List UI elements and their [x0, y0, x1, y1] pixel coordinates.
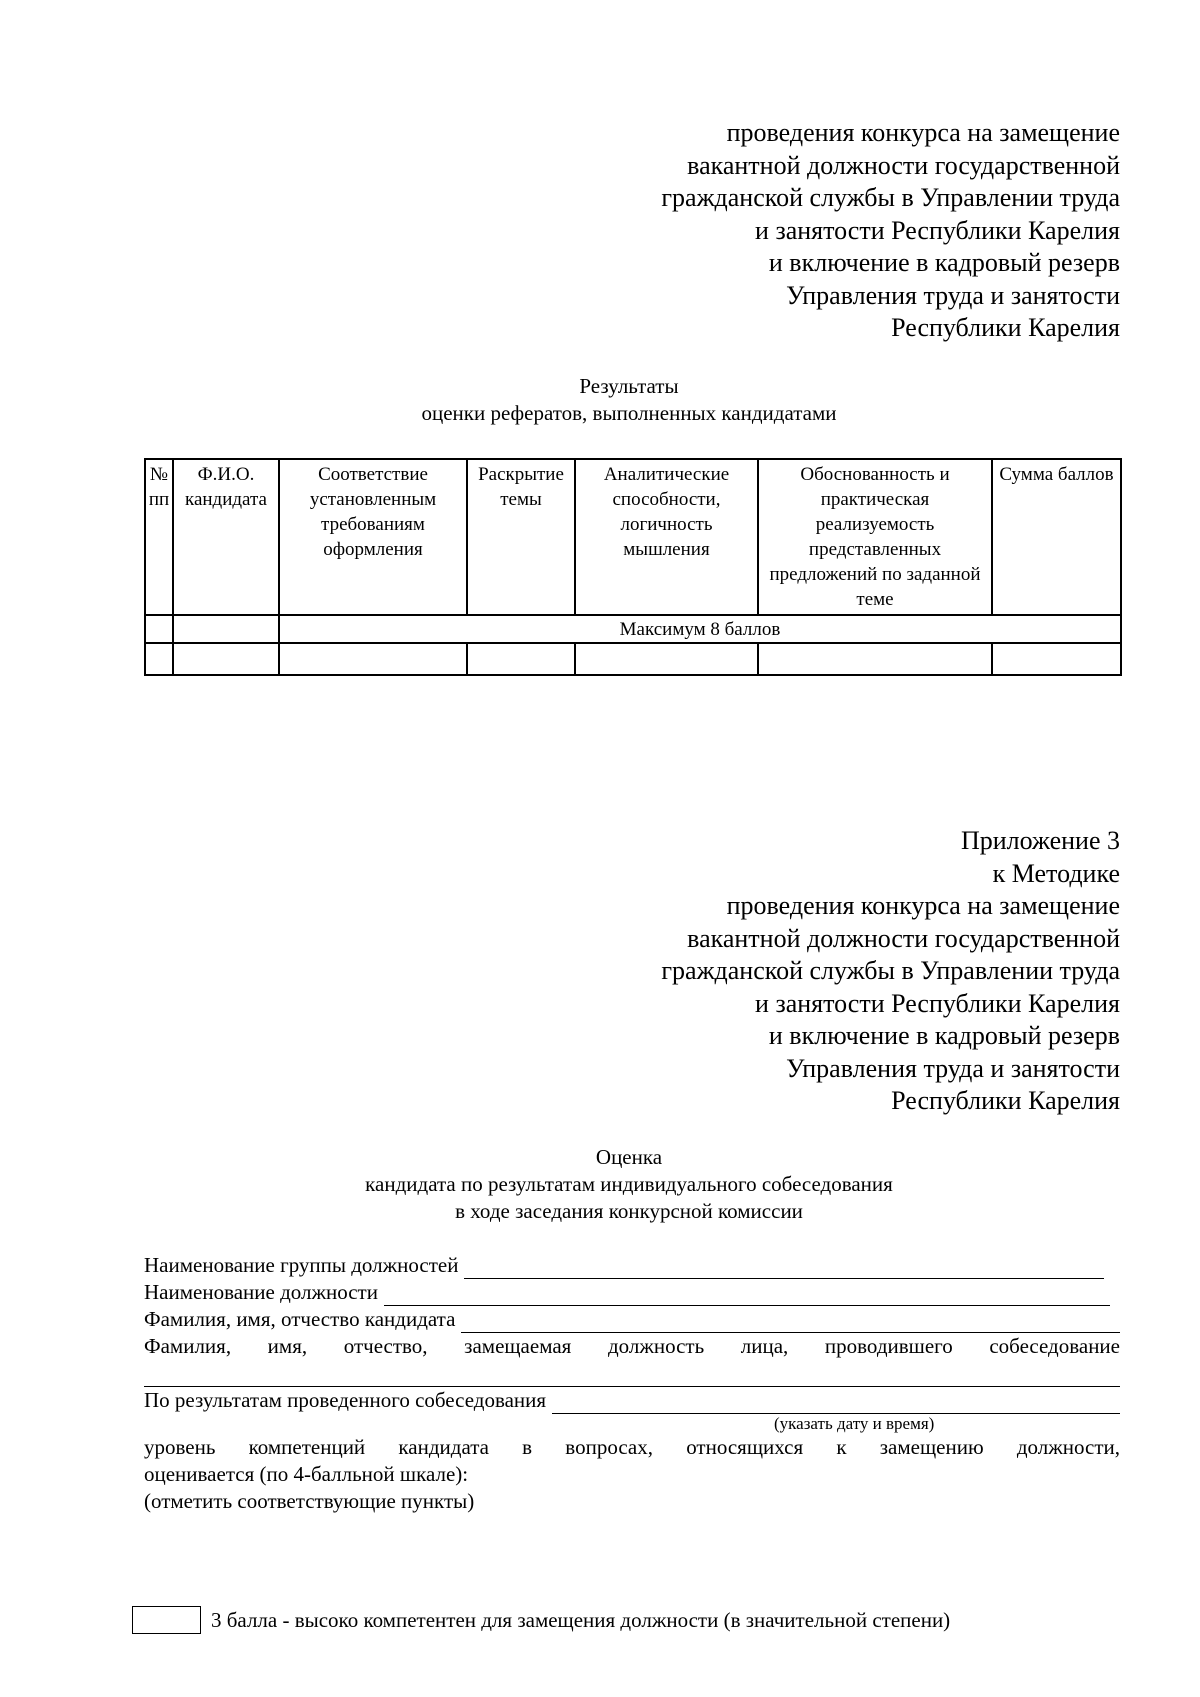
interviewer-input[interactable]: [144, 1366, 1120, 1387]
date-hint: (указать дату и время): [774, 1414, 935, 1433]
mark-text: (отметить соответствующие пункты): [144, 1489, 475, 1513]
table-cell: [145, 615, 173, 643]
scale-text: оценивается (по 4-балльной шкале):: [144, 1462, 469, 1486]
header-analytical: Аналитические способности, логичность мышления: [575, 459, 758, 615]
table-cell[interactable]: [467, 643, 575, 675]
assessment-form: [144, 1252, 1120, 1515]
candidate-input[interactable]: [461, 1312, 1120, 1333]
header-block-1: [661, 117, 1120, 345]
header-line: к Методике: [992, 858, 1120, 888]
header-line: вакантной должности государственной: [687, 150, 1120, 180]
table-cell[interactable]: [145, 643, 173, 675]
header-line: вакантной должности государственной: [687, 923, 1120, 953]
header-line: проведения конкурса на замещение: [726, 891, 1120, 920]
header-line: Республики Карелия: [891, 1086, 1120, 1115]
assessment-title-line1: Оценка: [595, 1145, 663, 1169]
assessment-title: [0, 1144, 1200, 1225]
table-cell[interactable]: [173, 643, 279, 675]
results-date-input[interactable]: [552, 1393, 1120, 1414]
header-line: Управления труда и занятости: [786, 1053, 1120, 1083]
results-title-line1: Результаты: [579, 374, 679, 398]
results-title: [0, 373, 1200, 427]
header-line: гражданской службы в Управлении труда: [661, 956, 1120, 985]
level-text: уровень компетенций кандидата в вопросах, относящихся к замещению должности,: [144, 1435, 1120, 1459]
header-feasibility: Обоснованность и практическая реализуемость представленных предложений по заданной теме: [758, 459, 992, 615]
header-number: № пп: [145, 459, 173, 615]
position-field: [144, 1279, 1110, 1306]
results-table: [144, 458, 1122, 676]
option-label: 3 балла - высоко компетентен для замещения должности (в значительной степени): [211, 1607, 951, 1632]
results-label: По результатам проведенного собеседования: [144, 1388, 547, 1412]
table-cell: [173, 615, 279, 643]
table-cell[interactable]: [758, 643, 992, 675]
interviewer-field: [144, 1360, 1120, 1387]
header-line: Управления труда и занятости: [786, 280, 1120, 310]
option-row: [132, 1606, 950, 1634]
table-cell[interactable]: [279, 643, 467, 675]
candidate-label: Фамилия, имя, отчество кандидата: [144, 1307, 456, 1331]
assessment-title-line2: кандидата по результатам индивидуального собеседования: [365, 1172, 893, 1196]
interviewer-label: Фамилия, имя, отчество, замещаемая должность лица, проводившего собеседование: [144, 1334, 1120, 1358]
results-title-line2: оценки рефератов, выполненных кандидатами: [421, 401, 837, 425]
assessment-title-line3: в ходе заседания конкурсной комиссии: [455, 1199, 803, 1223]
header-block-2: [661, 825, 1120, 1118]
group-field: [144, 1252, 1104, 1279]
table-cell[interactable]: [575, 643, 758, 675]
header-total: Сумма баллов: [992, 459, 1121, 615]
position-label: Наименование должности: [144, 1280, 378, 1304]
header-line: Республики Карелия: [891, 313, 1120, 342]
header-line: и включение в кадровый резерв: [768, 1021, 1120, 1050]
header-line: и занятости Республики Карелия: [755, 215, 1120, 245]
header-line: проведения конкурса на замещение: [726, 118, 1120, 147]
table-cell[interactable]: [992, 643, 1121, 675]
header-line: гражданской службы в Управлении труда: [661, 183, 1120, 212]
header-line: и включение в кадровый резерв: [768, 248, 1120, 277]
option-checkbox[interactable]: [132, 1606, 201, 1634]
candidate-field: [144, 1306, 1120, 1333]
header-line: и занятости Республики Карелия: [755, 988, 1120, 1018]
header-formatting: Соответствие установленным требованиям оформления: [279, 459, 467, 615]
header-topic: Раскрытие темы: [467, 459, 575, 615]
results-field: [144, 1387, 1120, 1414]
position-input[interactable]: [384, 1285, 1110, 1306]
header-candidate-name: Ф.И.О. кандидата: [173, 459, 279, 615]
appendix-number: Приложение 3: [960, 826, 1120, 855]
group-label: Наименование группы должностей: [144, 1253, 459, 1277]
group-input[interactable]: [464, 1258, 1104, 1279]
max-score-cell: Максимум 8 баллов: [279, 615, 1121, 643]
